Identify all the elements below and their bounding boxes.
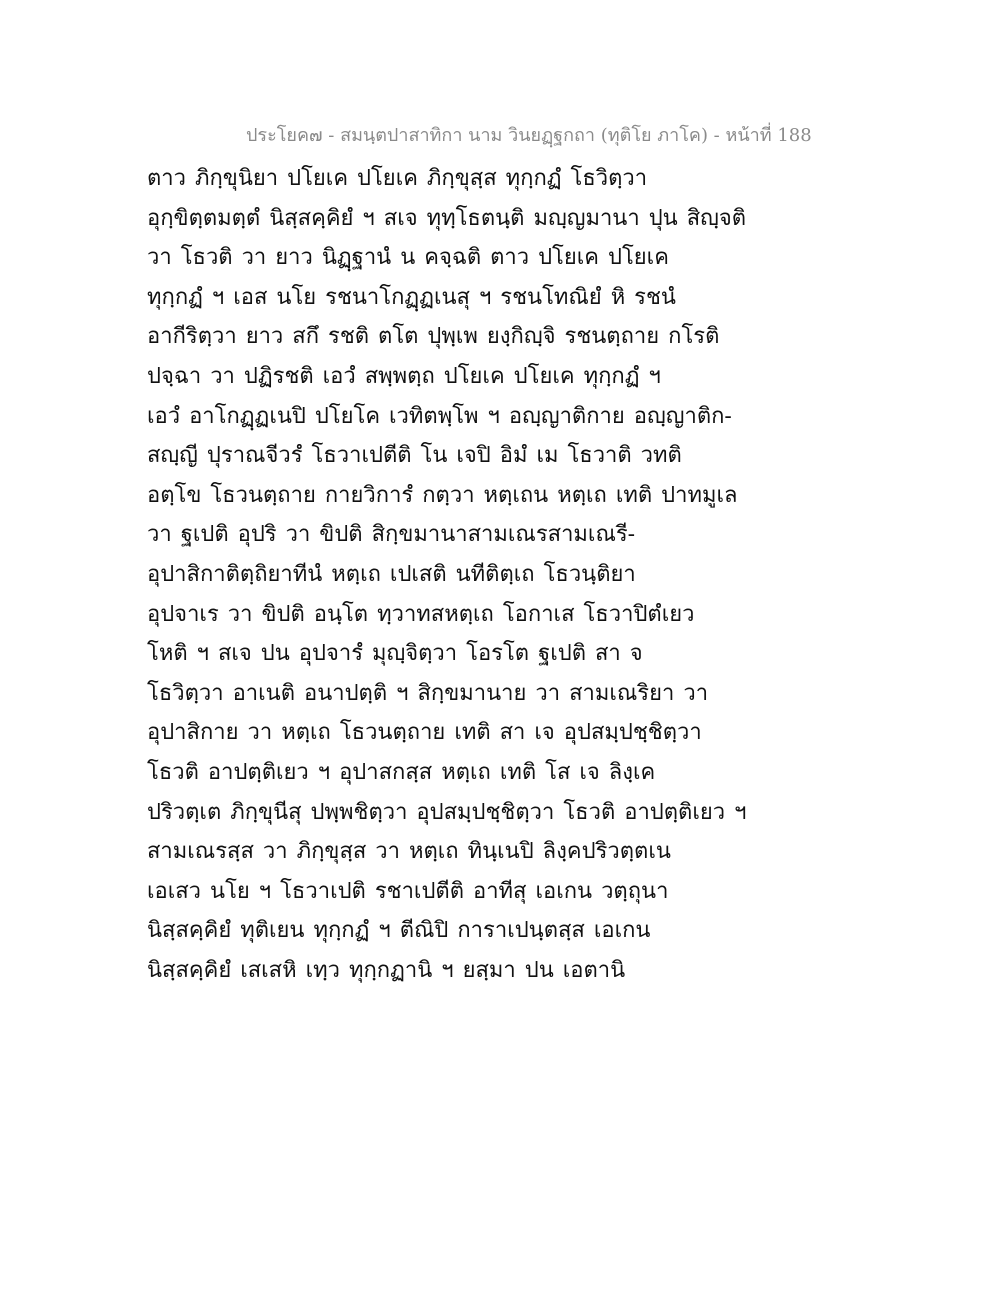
text-line: อุปาสิกาติตฺถิยาทีนํ หตฺเถ เปเสติ นทีติตฺเถ โธวนฺติยา (147, 561, 636, 587)
text-line: โธวติ อาปตฺติเยว ฯ อุปาสกสฺส หตฺเถ เทติ โส เจ ลิงฺเค (147, 759, 656, 785)
text-line: สญฺญี ปุราณจีวรํ โธวาเปตีติ โน เจปิ อิมํ เม โธวาติ วทติ (147, 443, 682, 469)
text-line: สามเณรสฺส วา ภิกฺขุสฺส วา หตฺเถ ทินฺเนปิ ลิงฺคปริวตฺตเน (147, 839, 671, 865)
text-line: อากีริตฺวา ยาว สกึ รชติ ตโต ปุพฺเพ ยงฺกิญฺจิ รชนตฺถาย กโรติ (147, 324, 720, 350)
text-line: เอวํ อาโกฏฺฏเนปิ ปโยโค เวทิตพฺโพ ฯ อญฺญาติกาย อญฺญาติก- (147, 403, 732, 429)
text-line: นิสฺสคฺคิยํ ทุติเยน ทุกฺกฏํ ฯ ตีณิปิ การาเปนฺตสฺส เอเกน (147, 918, 651, 944)
text-line: ปริวตฺเต ภิกฺขุนีสุ ปพฺพชิตฺวา อุปสมฺปชฺชิตฺวา โธวติ อาปตฺติเยว ฯ (147, 799, 747, 825)
text-line: วา โธวติ วา ยาว นิฏฺฐานํ น คจฺฉติ ตาว ปโยเค ปโยเค (147, 245, 669, 271)
text-line: เอเสว นโย ฯ โธวาเปติ รชาเปตีติ อาทีสุ เอเกน วตฺถุนา (147, 878, 669, 904)
text-line: อตฺโข โธวนตฺถาย กายวิการํ กตฺวา หตฺเถน หตฺเถ เทติ ปาทมูเล (147, 482, 738, 508)
body-text (147, 159, 867, 990)
text-line: นิสฺสคฺคิยํ เสเสหิ เทฺว ทุกฺกฏานิ ฯ ยสฺมา ปน เอตานิ (147, 957, 626, 983)
text-line: อุกฺขิตฺตมตฺตํ นิสฺสคฺคิยํ ฯ สเจ ทุทฺโธตนฺติ มญฺญมานา ปุน สิญฺจติ (147, 205, 747, 231)
text-line: วา ฐเปติ อุปริ วา ขิปติ สิกฺขมานาสามเณรสามเณรี- (147, 522, 636, 548)
text-line: อุปจาเร วา ขิปติ อนฺโต ทฺวาทสหตฺเถ โอกาเส โธวาปิตํเยว (147, 601, 695, 627)
text-line: ปจฺฉา วา ปฏิรชติ เอวํ สพฺพตฺถ ปโยเค ปโยเค ทุกฺกฏํ ฯ (147, 363, 661, 389)
text-line: โธวิตฺวา อาเนติ อนาปตฺติ ฯ สิกฺขมานาย วา สามเณริยา วา (147, 680, 709, 706)
text-line: อุปาสิกาย วา หตฺเถ โธวนตฺถาย เทติ สา เจ อุปสมฺปชฺชิตฺวา (147, 720, 702, 746)
text-line: โหติ ฯ สเจ ปน อุปจารํ มุญฺจิตฺวา โอรโต ฐเปติ สา จ (147, 641, 643, 667)
text-line: ทุกฺกฏํ ฯ เอส นโย รชนาโกฏฺฏเนสุ ฯ รชนโทณิยํ หิ รชนํ (147, 284, 676, 310)
running-header: ประโยค๗ - สมนฺตปาสาทิกา นาม วินยฏฺฐกถา (ทุติโย ภาโค) - หน้าที่ 188 (246, 125, 812, 146)
text-line: ตาว ภิกฺขุนิยา ปโยเค ปโยเค ภิกฺขุสฺส ทุกฺกฏํ โธวิตฺวา (147, 166, 648, 191)
